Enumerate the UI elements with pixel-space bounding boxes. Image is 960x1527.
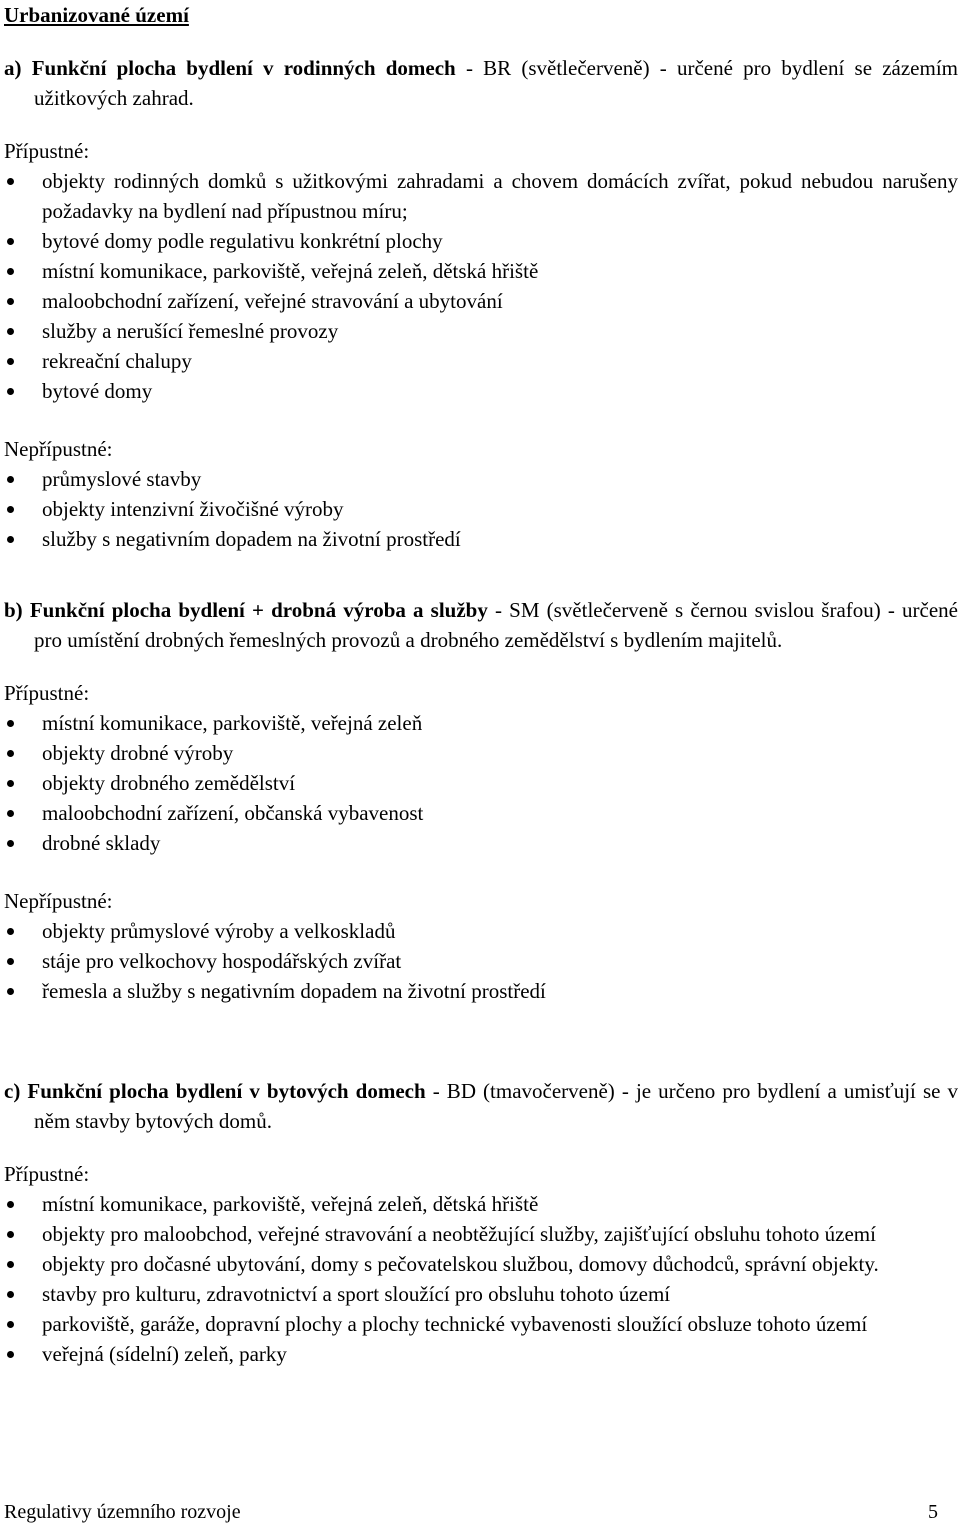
list-item-text: místní komunikace, parkoviště, veřejná zeleň, dětská hřiště xyxy=(42,1192,539,1216)
list-item xyxy=(4,524,958,554)
list-item xyxy=(4,976,958,1006)
list-item xyxy=(4,1339,958,1369)
section-b xyxy=(4,595,958,1006)
allowed-list xyxy=(4,708,958,858)
list-item-text: bytové domy xyxy=(42,379,153,403)
list-item xyxy=(4,226,958,256)
list-item-text: parkoviště, garáže, dopravní plochy a plochy technické vybavenosti sloužící obsluze tohoto území xyxy=(42,1312,868,1336)
bullet-icon xyxy=(7,780,14,787)
list-item xyxy=(4,946,958,976)
list-item xyxy=(4,346,958,376)
section-name: Funkční plocha bydlení v bytových domech xyxy=(27,1079,426,1103)
forbidden-label: Nepřípustné: xyxy=(4,889,113,913)
list-item-text: služby s negativním dopadem na životní prostředí xyxy=(42,527,461,551)
forbidden-list xyxy=(4,464,958,554)
list-item-text: drobné sklady xyxy=(42,831,161,855)
list-item xyxy=(4,768,958,798)
bullet-icon xyxy=(7,988,14,995)
list-item xyxy=(4,1279,958,1309)
allowed-label: Přípustné: xyxy=(4,139,90,163)
bullet-icon xyxy=(7,1291,14,1298)
list-item-text: veřejná (sídelní) zeleň, parky xyxy=(42,1342,287,1366)
bullet-icon xyxy=(7,328,14,335)
list-item-text: stáje pro velkochovy hospodářských zvířat xyxy=(42,949,402,973)
list-item xyxy=(4,798,958,828)
list-item-text: objekty drobného zemědělství xyxy=(42,771,296,795)
list-item-text: objekty intenzivní živočišné výroby xyxy=(42,497,344,521)
bullet-icon xyxy=(7,358,14,365)
bullet-icon xyxy=(7,1231,14,1238)
section-name: Funkční plocha bydlení + drobná výroba a služby xyxy=(29,598,488,622)
list-item xyxy=(4,916,958,946)
bullet-icon xyxy=(7,178,14,185)
list-item-text: objekty rodinných domků s užitkovými zahradami a chovem domácích zvířat, pokud nebudou narušeny požadavky na bydlení nad přípustnou míru; xyxy=(42,169,958,223)
list-item-text: maloobchodní zařízení, veřejné stravování a ubytování xyxy=(42,289,503,313)
list-item-text: místní komunikace, parkoviště, veřejná zeleň xyxy=(42,711,423,735)
list-item-text: objekty drobné výroby xyxy=(42,741,234,765)
bullet-icon xyxy=(7,536,14,543)
list-item xyxy=(4,708,958,738)
list-item-text: objekty průmyslové výroby a velkoskladů xyxy=(42,919,396,943)
page-number: 5 xyxy=(928,1501,938,1523)
section-description: - BR (světlečerveně) - určené pro bydlení se zázemím užitkových zahrad. xyxy=(34,56,958,110)
list-item-text: objekty pro maloobchod, veřejné stravování a neobtěžující služby, zajišťující obsluhu tohoto území xyxy=(42,1222,876,1246)
bullet-icon xyxy=(7,1201,14,1208)
bullet-icon xyxy=(7,506,14,513)
bullet-icon xyxy=(7,928,14,935)
section-heading xyxy=(4,53,958,113)
list-item-text: průmyslové stavby xyxy=(42,467,202,491)
list-item-text: rekreační chalupy xyxy=(42,349,192,373)
bullet-icon xyxy=(7,388,14,395)
forbidden-list xyxy=(4,916,958,1006)
page-title: Urbanizované území xyxy=(4,3,189,27)
list-item xyxy=(4,376,958,406)
section-prefix: c) xyxy=(4,1079,21,1103)
bullet-icon xyxy=(7,810,14,817)
section-c xyxy=(4,1076,958,1369)
list-item xyxy=(4,286,958,316)
bullet-icon xyxy=(7,268,14,275)
bullet-icon xyxy=(7,298,14,305)
allowed-label: Přípustné: xyxy=(4,681,90,705)
list-item xyxy=(4,464,958,494)
bullet-icon xyxy=(7,720,14,727)
bullet-icon xyxy=(7,238,14,245)
section-heading xyxy=(4,595,958,655)
allowed-list xyxy=(4,1189,958,1369)
bullet-icon xyxy=(7,476,14,483)
list-item xyxy=(4,1189,958,1219)
list-item xyxy=(4,166,958,226)
bullet-icon xyxy=(7,1321,14,1328)
list-item-text: maloobchodní zařízení, občanská vybavenost xyxy=(42,801,424,825)
section-description: - SM (světlečerveně s černou svislou šrafou) - určené pro umístění drobných řemeslných provozů a drobného zemědělství s bydlením majitelů. xyxy=(34,598,959,652)
list-item-text: místní komunikace, parkoviště, veřejná zeleň, dětská hřiště xyxy=(42,259,539,283)
allowed-label: Přípustné: xyxy=(4,1162,90,1186)
bullet-icon xyxy=(7,840,14,847)
list-item-text: služby a nerušící řemeslné provozy xyxy=(42,319,339,343)
bullet-icon xyxy=(7,1351,14,1358)
list-item xyxy=(4,1219,958,1249)
list-item xyxy=(4,828,958,858)
list-item-text: objekty pro dočasné ubytování, domy s pečovatelskou službou, domovy důchodců, správní objekty. xyxy=(42,1252,879,1276)
list-item xyxy=(4,738,958,768)
section-prefix: b) xyxy=(4,598,23,622)
section-prefix: a) xyxy=(4,56,22,80)
list-item xyxy=(4,1309,958,1339)
section-heading xyxy=(4,1076,958,1136)
list-item xyxy=(4,256,958,286)
bullet-icon xyxy=(7,750,14,757)
section-name: Funkční plocha bydlení v rodinných domech xyxy=(31,56,456,80)
bullet-icon xyxy=(7,958,14,965)
section-a xyxy=(4,53,958,554)
list-item-text: řemesla a služby s negativním dopadem na životní prostředí xyxy=(42,979,546,1003)
list-item-text: stavby pro kulturu, zdravotnictví a sport sloužící pro obsluhu tohoto území xyxy=(42,1282,671,1306)
list-item xyxy=(4,316,958,346)
list-item xyxy=(4,1249,958,1279)
bullet-icon xyxy=(7,1261,14,1268)
section-description: - BD (tmavočerveně) - je určeno pro bydlení a umisťují se v něm stavby bytových domů. xyxy=(34,1079,959,1133)
allowed-list xyxy=(4,166,958,406)
forbidden-label: Nepřípustné: xyxy=(4,437,113,461)
list-item-text: bytové domy podle regulativu konkrétní plochy xyxy=(42,229,443,253)
list-item xyxy=(4,494,958,524)
footer-title: Regulativy územního rozvoje xyxy=(4,1501,241,1523)
